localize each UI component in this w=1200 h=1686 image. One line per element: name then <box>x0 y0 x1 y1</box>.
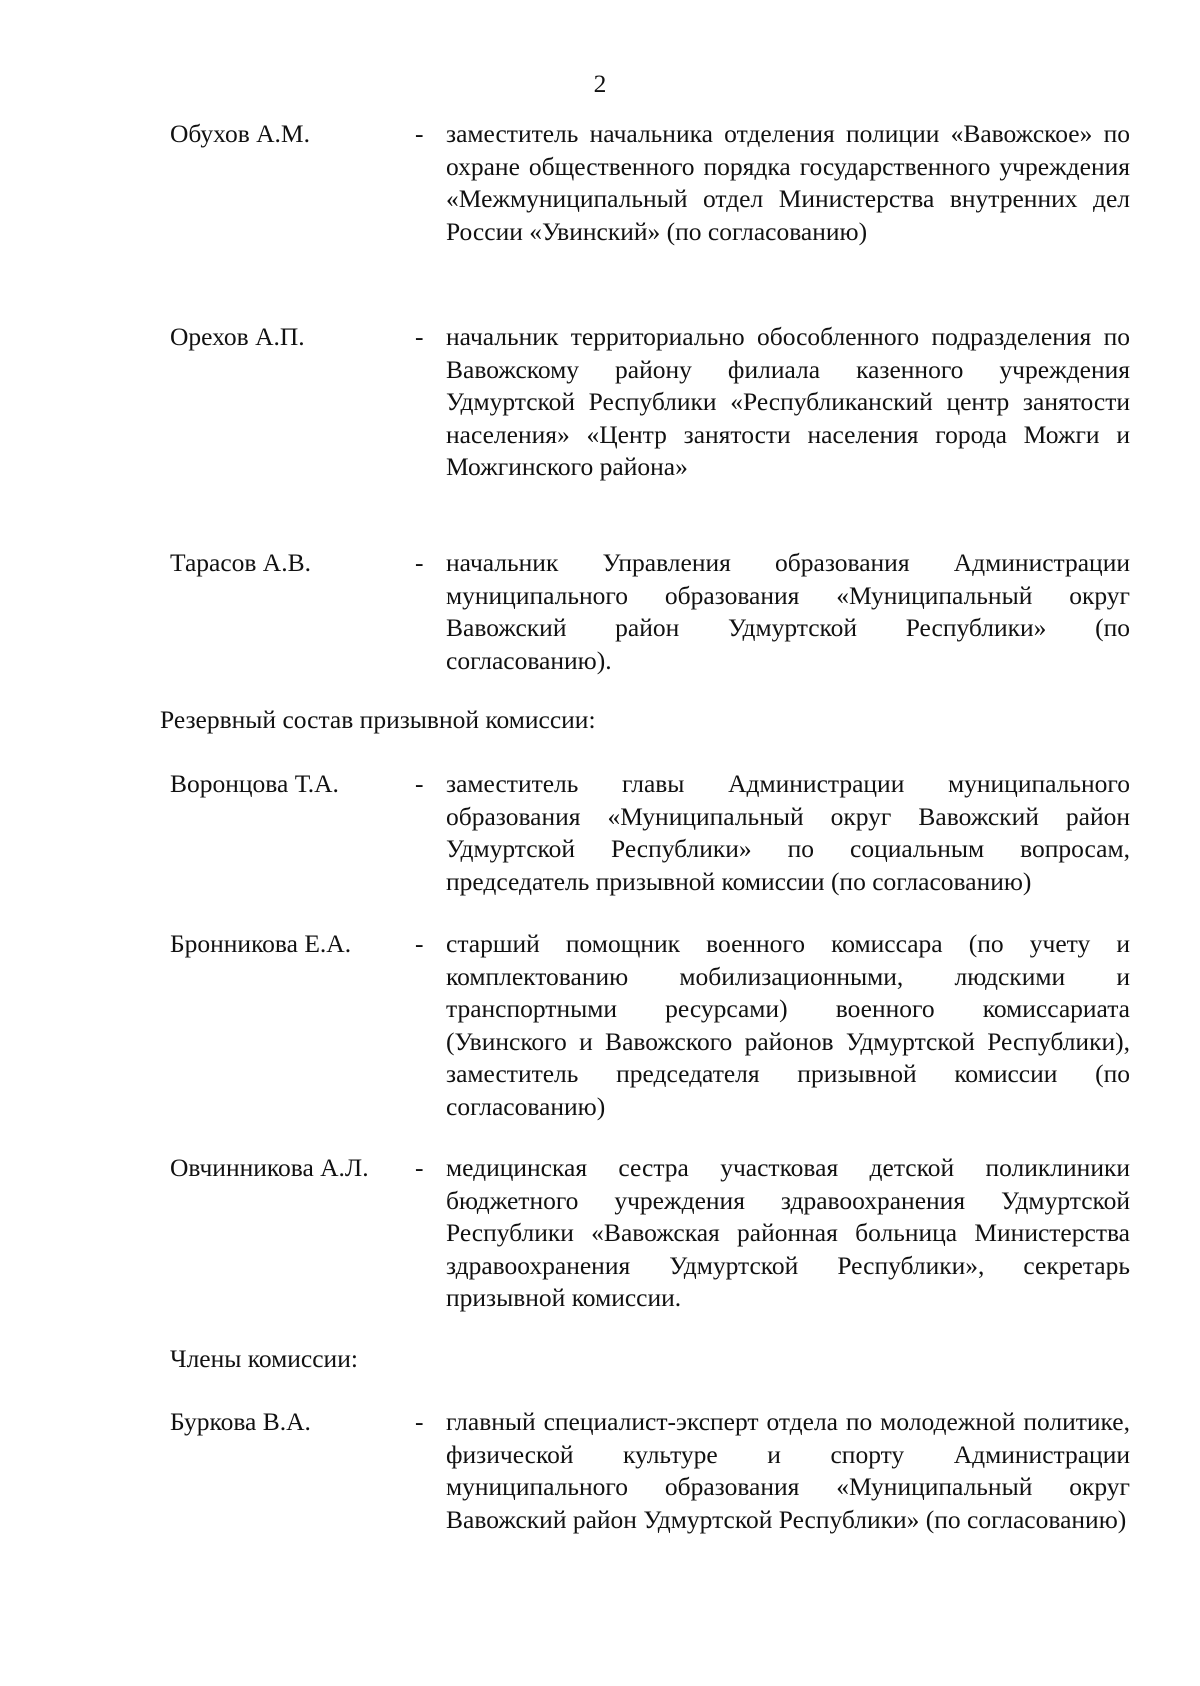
member-description: старший помощник военного комиссара (по учету и комплектованию мобилизационными, людскими и транспортными ресурсами) военного комиссариата (Увинского и Вавожского районов Удмуртской Республики), заместитель председателя призывной комиссии (по согласованию) <box>446 929 1130 1121</box>
member-description: начальник Управления образования Администрации муниципального образования «Муниципальный округ Вавожский район Удмуртской Республики» (по согласованию). <box>446 548 1130 675</box>
entry-dash: - <box>415 1153 424 1182</box>
members-heading: Члены комиссии: <box>170 1344 358 1373</box>
page-number: 2 <box>593 69 607 98</box>
member-name: Воронцова Т.А. <box>170 769 339 798</box>
member-name: Овчинникова А.Л. <box>170 1153 369 1182</box>
member-name: Обухов А.М. <box>170 119 310 148</box>
member-name: Орехов А.П. <box>170 322 305 351</box>
entry-dash: - <box>415 322 424 351</box>
entry-dash: - <box>415 1407 424 1436</box>
member-description: главный специалист-эксперт отдела по молодежной политике, физической культуре и спорту Администрации муниципального образования «Муниципальный округ Вавожский район Удмуртской Республики» (по согласованию) <box>446 1407 1130 1534</box>
entry-dash: - <box>415 929 424 958</box>
entry-dash: - <box>415 769 424 798</box>
member-description: заместитель начальника отделения полиции «Вавожское» по охране общественного порядка государственного учреждения «Межмуниципальный отдел Министерства внутренних дел России «Увинский» (по согласованию) <box>446 119 1130 246</box>
member-name: Тарасов А.В. <box>170 548 311 577</box>
member-description: медицинская сестра участковая детской поликлиники бюджетного учреждения здравоохранения Удмуртской Республики «Вавожская районная больница Министерства здравоохранения Удмуртской Республики», секретарь призывной комиссии. <box>446 1153 1130 1312</box>
member-description: начальник территориально обособленного подразделения по Вавожскому району филиала казенного учреждения Удмуртской Республики «Республиканский центр занятости населения» «Центр занятости населения города Можги и Можгинского района» <box>446 322 1130 481</box>
reserve-heading: Резервный состав призывной комиссии: <box>160 705 596 734</box>
entry-dash: - <box>415 119 424 148</box>
member-description: заместитель главы Администрации муниципального образования «Муниципальный округ Вавожский район Удмуртской Республики» по социальным вопросам, председатель призывной комиссии (по согласованию) <box>446 769 1130 896</box>
member-name: Буркова В.А. <box>170 1407 311 1436</box>
member-name: Бронникова Е.А. <box>170 929 352 958</box>
entry-dash: - <box>415 548 424 577</box>
